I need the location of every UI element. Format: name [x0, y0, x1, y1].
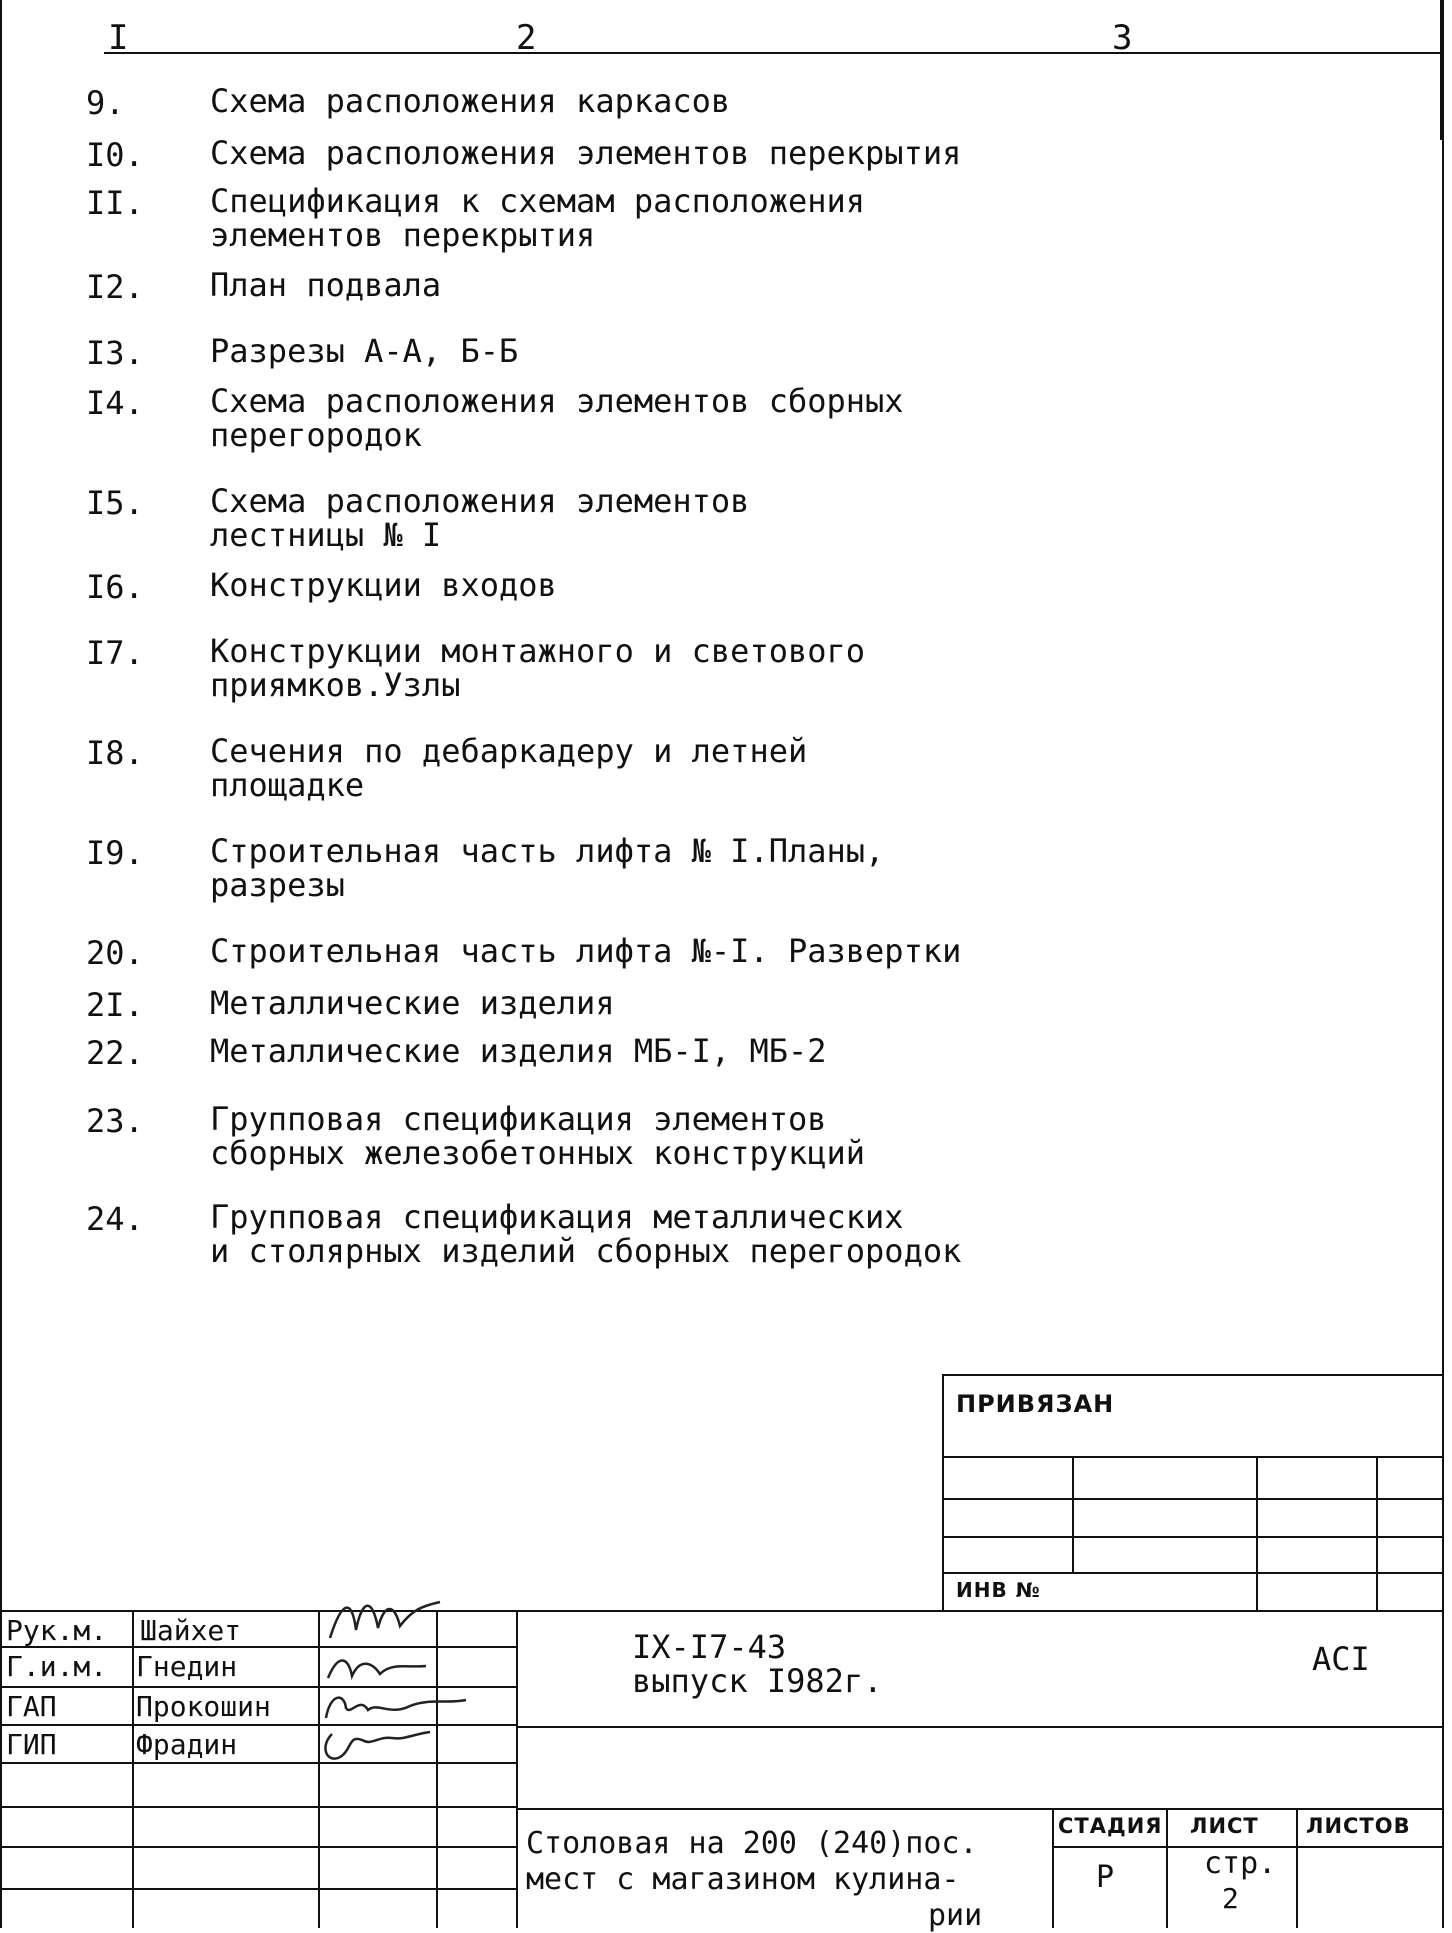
sheet-code: АСI — [1312, 1640, 1370, 1678]
name-gnedin: Гнедин — [136, 1650, 238, 1683]
item-number: 20. — [86, 934, 144, 972]
signature-shaykhet — [322, 1590, 452, 1650]
item-number: I3. — [86, 334, 144, 372]
item-number: I5. — [86, 484, 144, 522]
item-text: Строительная часть лифта № I.Планы, разрезы — [210, 832, 885, 904]
document-code: IX-I7-43 — [632, 1628, 787, 1666]
name-shaykhet: Шайхет — [140, 1614, 242, 1647]
item-number: II. — [86, 184, 144, 222]
item-text: Конструкции входов — [210, 566, 557, 604]
role-gip: ГИП — [6, 1728, 57, 1761]
title-low-line — [516, 1808, 1444, 1810]
item-number: 2I. — [86, 986, 144, 1024]
stamp-inv-number: ИНВ № — [956, 1578, 1041, 1602]
item-text: Спецификация к схемам расположения элементов перекрытия — [210, 182, 866, 254]
item-number: I6. — [86, 568, 144, 606]
item-text: Групповая спецификация элементов сборных железобетонных конструкций — [210, 1100, 866, 1172]
item-text: План подвала — [210, 266, 442, 304]
stamp-top-line — [942, 1374, 1444, 1376]
frame-right-upper — [1440, 0, 1442, 140]
tb-col-line — [318, 1610, 320, 1928]
stamp-row-line — [942, 1572, 1444, 1574]
item-text: Групповая спецификация металлических и столярных изделий сборных перегородок — [210, 1198, 962, 1270]
role-ruk: Рук.м. — [6, 1614, 108, 1647]
object-title-line-3: рии — [928, 1898, 983, 1933]
stamp-row-line — [942, 1498, 1444, 1500]
item-number: I9. — [86, 834, 144, 872]
stage-value: Р — [1096, 1860, 1115, 1895]
stamp-col-line — [1072, 1456, 1074, 1572]
stamp-col-line — [1256, 1456, 1258, 1610]
item-text: Схема расположения элементов сборных перегородок — [210, 382, 904, 454]
sheet-label: ЛИСТ — [1190, 1814, 1259, 1838]
object-title-line-1: Столовая на 200 (240)пос. — [526, 1826, 978, 1861]
frame-left — [0, 0, 2, 1928]
signature-gnedin — [322, 1648, 452, 1688]
item-number: 22. — [86, 1034, 144, 1072]
name-prokoshin: Прокошин — [136, 1690, 271, 1723]
stamp-col-line — [1376, 1456, 1378, 1610]
stage-label: СТАДИЯ — [1058, 1814, 1163, 1838]
role-gap: ГАП — [6, 1690, 57, 1723]
item-text: Конструкции монтажного и светового приямков.Узлы — [210, 632, 866, 704]
tb-row-line — [0, 1806, 516, 1808]
item-text: Строительная часть лифта №-I. Развертки — [210, 932, 962, 970]
tb-col-line — [1052, 1808, 1054, 1928]
item-number: I8. — [86, 734, 144, 772]
header-col-1: I — [108, 18, 129, 58]
signature-prokoshin — [320, 1686, 470, 1726]
item-number: 24. — [86, 1200, 144, 1238]
header-rule — [104, 52, 1444, 54]
object-title-line-2: мест с магазином кулина- — [526, 1862, 960, 1897]
sheet-value-number: 2 — [1222, 1882, 1239, 1915]
item-number: 9. — [86, 84, 125, 122]
item-number: I4. — [86, 384, 144, 422]
name-fradin: Фрадин — [136, 1728, 238, 1761]
tb-row-line — [0, 1846, 516, 1848]
stamp-row-line — [942, 1536, 1444, 1538]
item-text: Схема расположения каркасов — [210, 82, 731, 120]
title-top-line — [0, 1610, 1444, 1612]
sheet-value-label: стр. — [1204, 1846, 1277, 1881]
item-text: Металлические изделия МБ-I, МБ-2 — [210, 1032, 827, 1070]
tb-col-line — [516, 1610, 518, 1928]
item-number: I7. — [86, 634, 144, 672]
item-number: 23. — [86, 1102, 144, 1140]
item-text: Разрезы А-А, Б-Б — [210, 332, 519, 370]
tb-col-line — [132, 1610, 134, 1928]
item-text: Сечения по дебаркадеру и летней площадке — [210, 732, 808, 804]
frame-right — [1442, 0, 1444, 1928]
stamp-privyazan: ПРИВЯЗАН — [956, 1390, 1115, 1418]
item-text: Схема расположения элементов лестницы № I — [210, 482, 750, 554]
sheets-label: ЛИСТОВ — [1306, 1814, 1411, 1838]
tb-row-line — [0, 1888, 516, 1890]
item-number: I0. — [86, 136, 144, 174]
item-text: Металлические изделия — [210, 984, 615, 1022]
signature-fradin — [318, 1722, 448, 1766]
header-col-2: 2 — [516, 18, 537, 58]
role-gim: Г.и.м. — [6, 1650, 108, 1683]
title-mid-line — [516, 1726, 1444, 1728]
header-col-3: 3 — [1112, 18, 1133, 58]
document-issue: выпуск I982г. — [632, 1662, 883, 1700]
tb-col-line — [1166, 1808, 1168, 1928]
tb-col-line — [1296, 1808, 1298, 1928]
item-text: Схема расположения элементов перекрытия — [210, 134, 962, 172]
stamp-left-line — [942, 1374, 944, 1610]
item-number: I2. — [86, 268, 144, 306]
stamp-row-line — [942, 1456, 1444, 1458]
